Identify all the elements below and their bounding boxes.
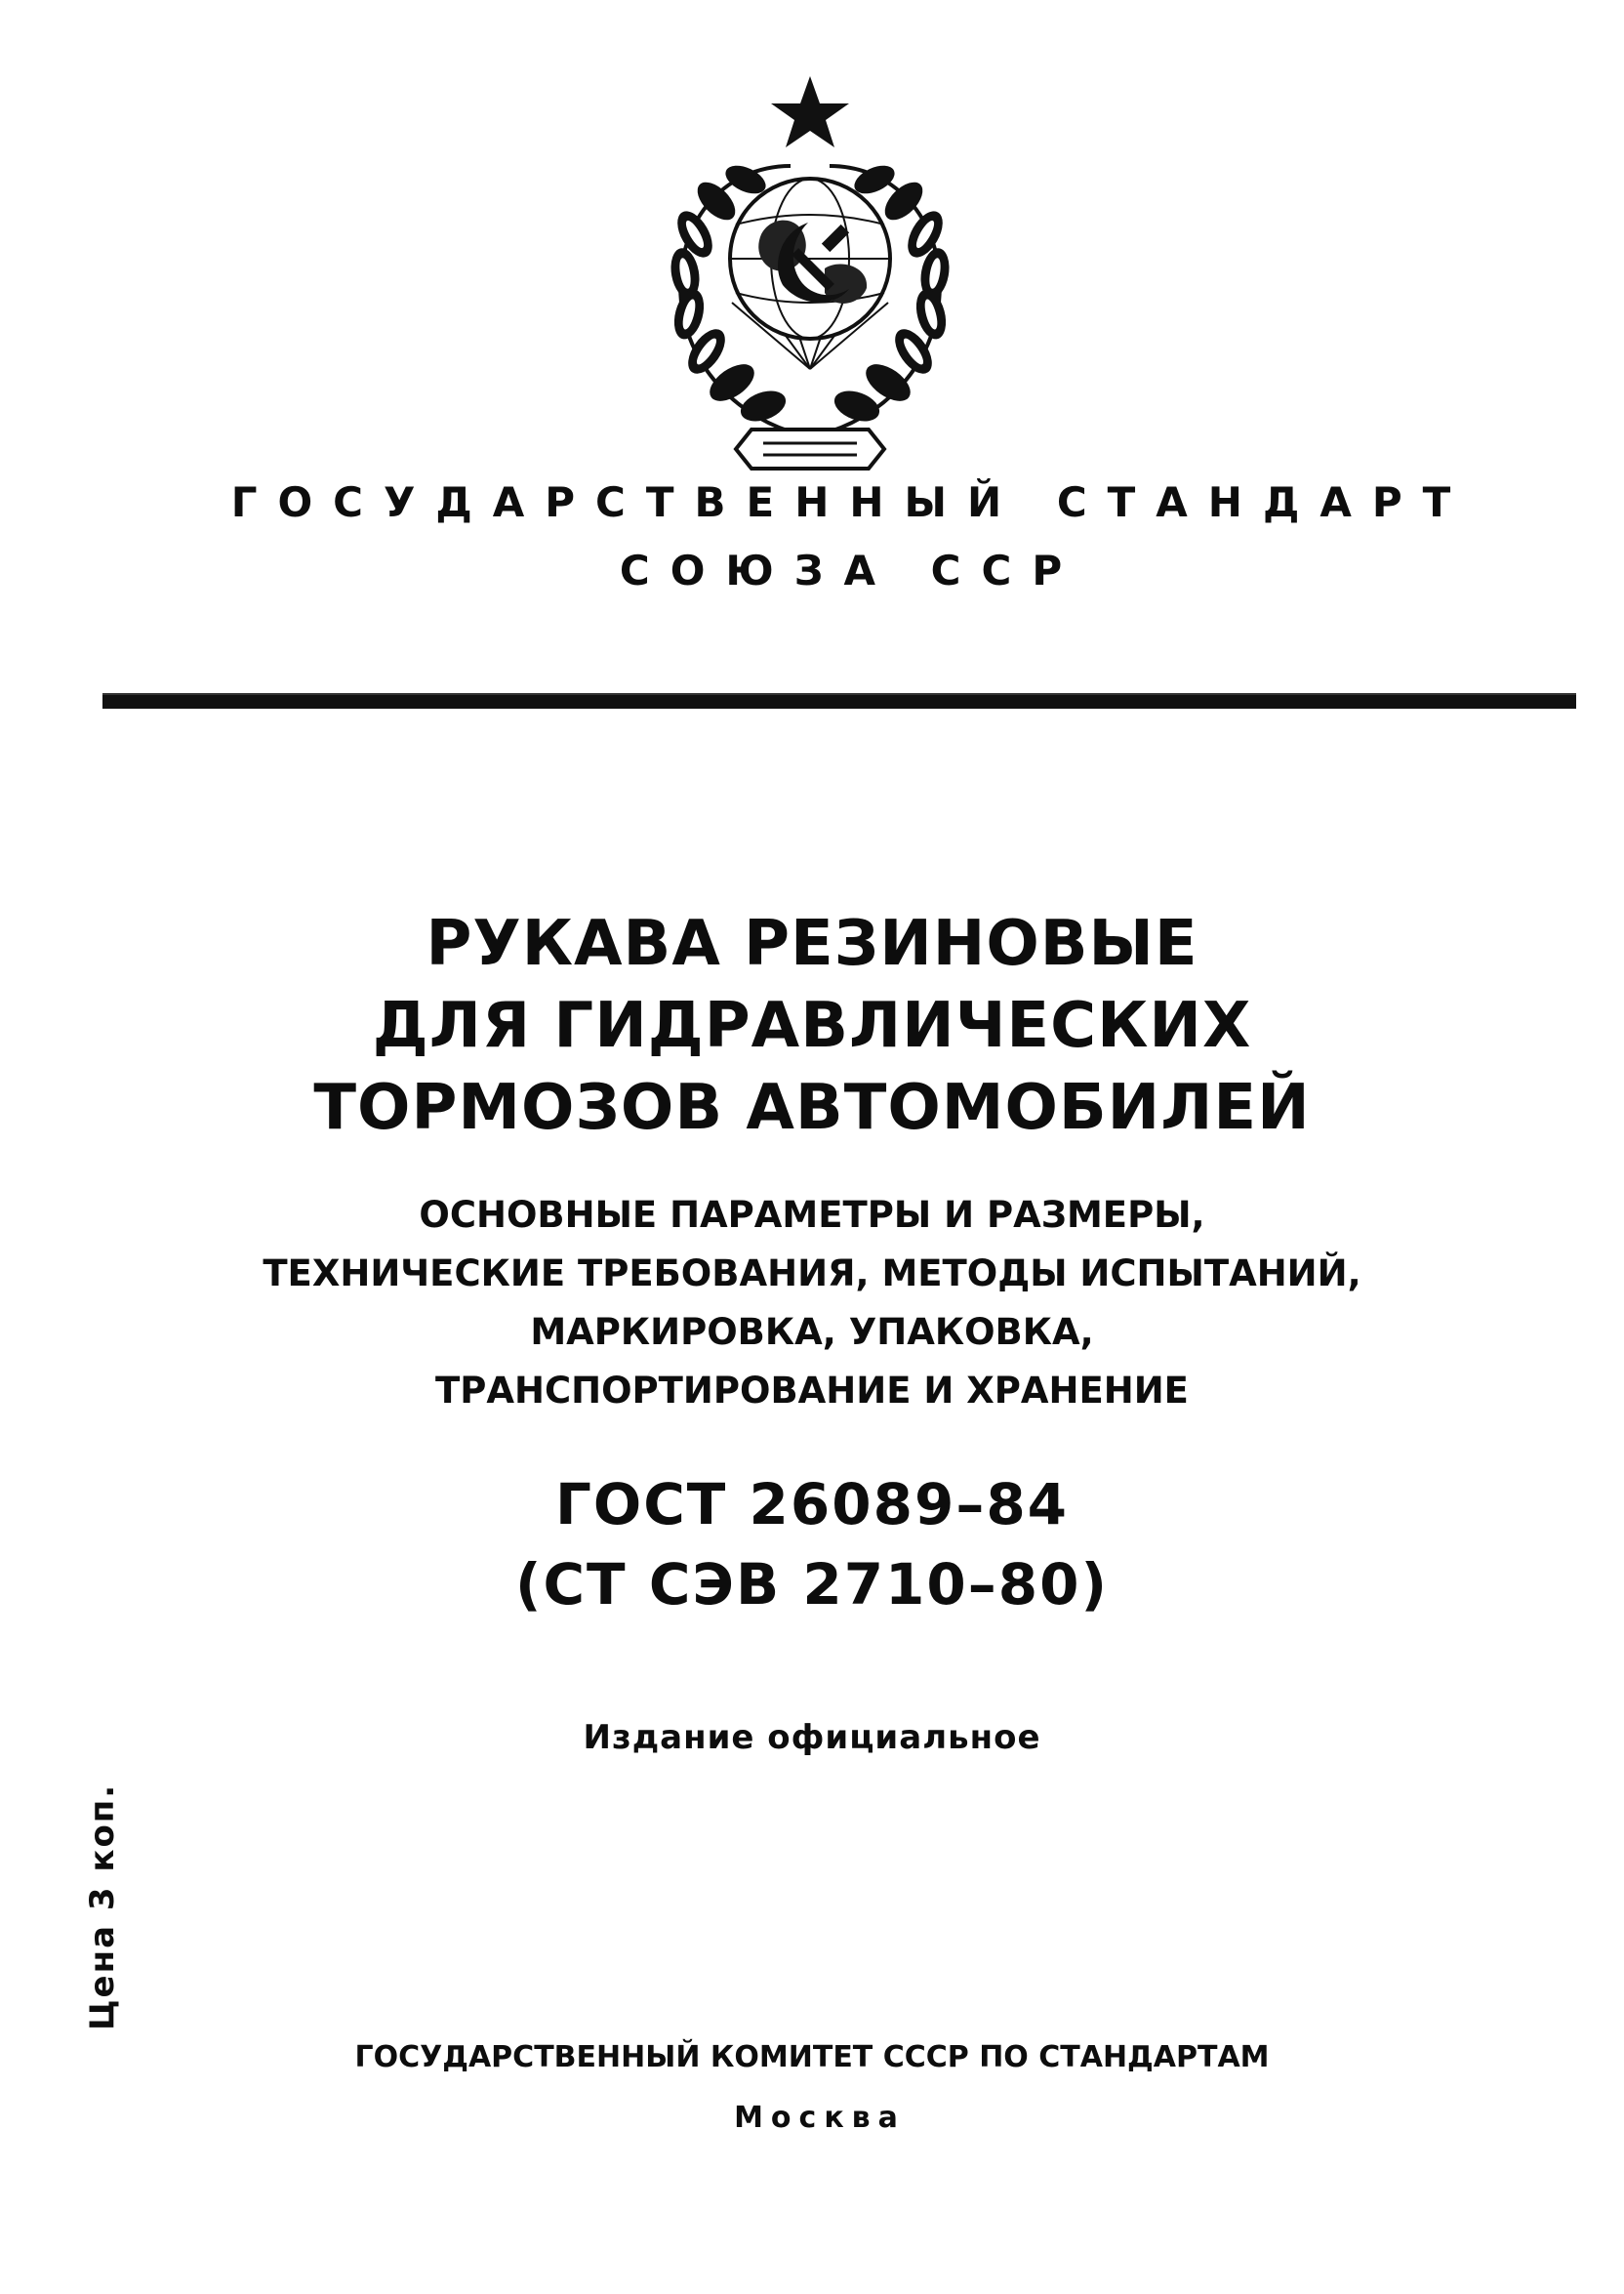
- subtitle-line-3: МАРКИРОВКА, УПАКОВКА,: [530, 1311, 1094, 1353]
- motto-ribbon: [736, 430, 884, 469]
- standard-type-heading: ГОСУДАРСТВЕННЫЙ СТАНДАРТ: [230, 478, 1472, 526]
- star-icon: [771, 76, 849, 147]
- standard-designation: [0, 1464, 1624, 1624]
- document-title: [0, 903, 1624, 1149]
- gost-number: ГОСТ 26089–84: [554, 1471, 1070, 1537]
- horizontal-divider: [102, 693, 1576, 709]
- title-line-2: ДЛЯ ГИДРАВЛИЧЕСКИХ: [372, 990, 1252, 1062]
- subtitle-line-1: ОСНОВНЫЕ ПАРАМЕТРЫ И РАЗМЕРЫ,: [419, 1194, 1205, 1236]
- price-label: Цена 3 коп.: [83, 1782, 122, 2030]
- publisher-name: ГОСУДАРСТВЕННЫЙ КОМИТЕТ СССР ПО СТАНДАРТАМ: [354, 2040, 1270, 2074]
- document-subtitle: [0, 1186, 1624, 1420]
- st-sev-number: (СТ СЭВ 2710–80): [514, 1551, 1109, 1618]
- title-line-1: РУКАВА РЕЗИНОВЫЕ: [426, 908, 1198, 980]
- standard-country-heading: СОЮЗА ССР: [619, 547, 1083, 594]
- title-line-3: ТОРМОЗОВ АВТОМОБИЛЕЙ: [313, 1072, 1311, 1144]
- ussr-emblem-seal: [634, 59, 986, 488]
- subtitle-line-4: ТРАНСПОРТИРОВАНИЕ И ХРАНЕНИЕ: [435, 1370, 1189, 1412]
- publisher-city: Москва: [734, 2101, 906, 2135]
- subtitle-line-2: ТЕХНИЧЕСКИЕ ТРЕБОВАНИЯ, МЕТОДЫ ИСПЫТАНИЙ,: [263, 1252, 1361, 1294]
- edition-note: Издание официальное: [583, 1718, 1041, 1757]
